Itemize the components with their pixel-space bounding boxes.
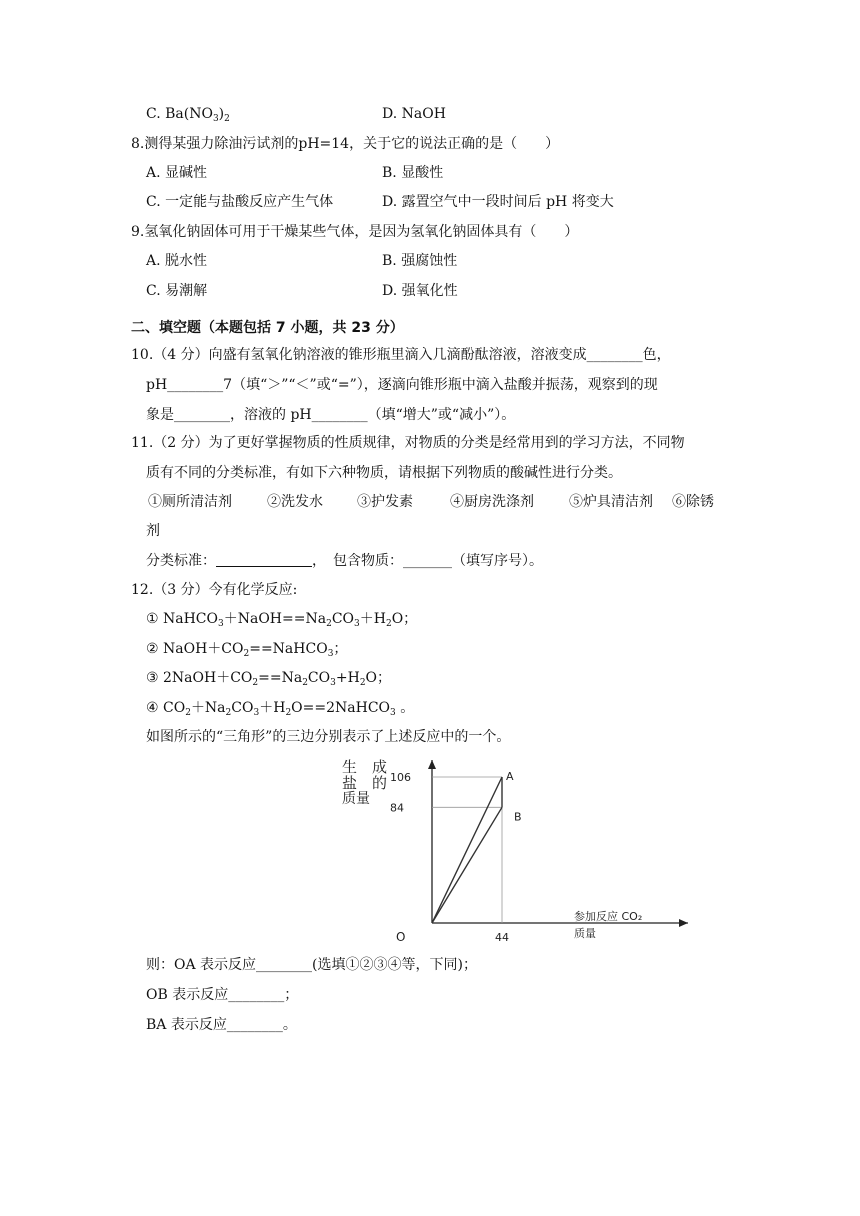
- q11-item-4: ④厨房洗涤剂: [450, 494, 534, 510]
- q11-answer-line: 分类标准： ， 包含物质：_______（填写序号）。: [146, 553, 543, 569]
- q8-option-b: B. 显酸性: [382, 165, 444, 181]
- q12-reaction-1: ① $NaHCO_3+NaOH==Na_2CO_3+H_2O$；: [146, 611, 418, 629]
- q10-line-1: 10.（4 分）向盛有氢氧化钠溶液的锥形瓶里滴入几滴酚酞溶液，溶液变成________色，: [131, 347, 671, 363]
- y-tick-label-84: 84: [390, 801, 404, 815]
- q12-reaction-4: ④ $CO_2+Na_2CO_3+H_2O==2NaHCO_3$ 。: [146, 700, 415, 718]
- reaction-chart: [330, 752, 700, 950]
- q11-item-5: ⑤炉具清洁剂: [569, 494, 653, 510]
- section-title: 二、填空题（本题包括 7 小题，共 23 分）: [131, 320, 404, 336]
- x-tick-label-44: 44: [495, 931, 509, 944]
- y-axis-label-line-1: 生 成: [342, 758, 388, 776]
- q12-stem: 12.（3 分）今有化学反应:: [131, 582, 298, 598]
- q8-option-a: A. 显碱性: [146, 165, 208, 181]
- q12-reaction-2: ② $NaOH+CO_2==NaHCO_3$；: [146, 641, 348, 659]
- q12-figure-intro: 如图所示的“三角形”的三边分别表示了上述反应中的一个。: [146, 729, 511, 745]
- q7-option-c: C. $Ba(NO_3)_2$: [146, 106, 230, 124]
- q11-blank: [216, 552, 312, 567]
- q12-answer-ob: OB 表示反应________；: [146, 987, 299, 1003]
- y-tick-label-106: 106: [390, 771, 411, 784]
- q11-item-2: ②洗发水: [267, 494, 323, 510]
- q8-option-c: C. 一定能与盐酸反应产生气体: [146, 194, 334, 210]
- q11-item-3: ③护发素: [357, 494, 413, 510]
- q9-stem: 9.氢氧化钠固体可用于干燥某些气体，是因为氢氧化钠固体具有（ ）: [131, 224, 579, 240]
- x-axis-arrow: [679, 919, 688, 927]
- q12-answer-ba: BA 表示反应________。: [146, 1017, 297, 1033]
- q7-option-d: D. NaOH: [382, 106, 446, 122]
- q12-reaction-3: ③ $2NaOH+CO_2==Na_2CO_3+H_2O$；: [146, 670, 392, 688]
- origin-label: O: [396, 930, 406, 944]
- q11-item-6: ⑥除锈: [672, 494, 714, 510]
- segment-oa: [432, 777, 502, 923]
- point-label-a: A: [506, 770, 514, 783]
- q12-answer-oa: 则：OA 表示反应________(选填①②③④等，下同)；: [146, 957, 477, 973]
- point-label-b: B: [514, 810, 522, 824]
- q9-option-d: D. 强氧化性: [382, 283, 458, 299]
- q11-line-1: 11.（2 分）为了更好掌握物质的性质规律，对物质的分类是经常用到的学习方法，不同物: [131, 435, 685, 451]
- y-axis-label-line-2: 盐 的: [342, 774, 388, 792]
- q10-line-3: 象是________，溶液的 pH________（填“增大”或“减小”）。: [146, 407, 516, 423]
- segment-ob: [432, 807, 502, 923]
- x-axis-label-line-2: 质量: [574, 927, 596, 940]
- q9-option-b: B. 强腐蚀性: [382, 253, 458, 269]
- q8-stem: 8.测得某强力除油污试剂的pH=14，关于它的说法正确的是（ ）: [131, 136, 560, 152]
- q11-item-6-wrap: 剂: [146, 523, 160, 539]
- y-axis-arrow: [428, 760, 436, 769]
- y-axis-label-line-3: 质量: [342, 791, 370, 807]
- q11-line-2: 质有不同的分类标准，有如下六种物质，请根据下列物质的酸碱性进行分类。: [146, 465, 622, 481]
- q11-item-1: ①厕所清洁剂: [148, 494, 232, 510]
- q9-option-c: C. 易潮解: [146, 283, 208, 299]
- q9-option-a: A. 脱水性: [146, 253, 208, 269]
- q10-line-2: pH________7（填“＞”“＜”或“=”），逐滴向锥形瓶中滴入盐酸并振荡，观察到的现: [146, 377, 658, 393]
- q8-option-d: D. 露置空气中一段时间后 pH 将变大: [382, 194, 614, 210]
- x-axis-label-line-1: 参加反应 CO₂: [574, 910, 643, 923]
